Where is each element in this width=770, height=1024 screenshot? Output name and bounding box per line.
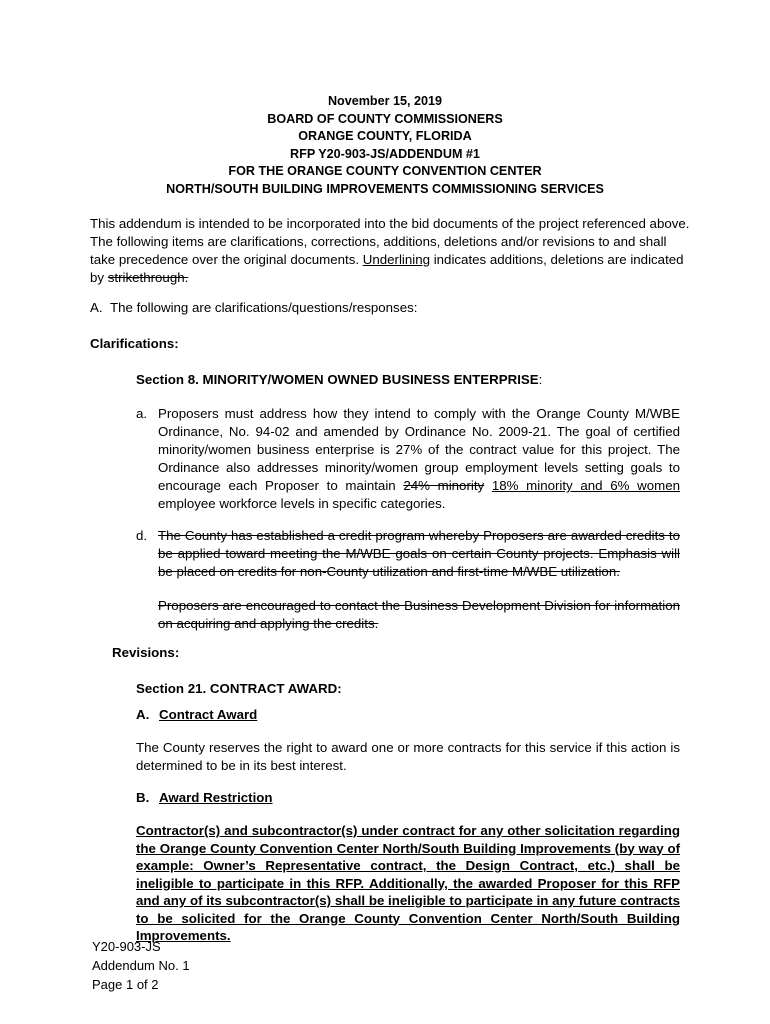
contract-award-heading — [136, 707, 257, 722]
award-restriction-text: Contractor(s) and subcontractor(s) under contract for any other solicitation regarding the Orange County Convention Center North/South Building Improvements (by way of example: Owner’s Representative contract, the Design Contract, etc.) shall be ineligible to participate in this RFP. Additionally, the awarded Proposer for this RFP and any of its subcontractor(s) shall be ineligible to participate in any future contracts to be solicited for the Orange County Convention Center North/South Building Improvements. — [136, 823, 680, 943]
intro-strikethrough-sample: strikethrough. — [107, 270, 189, 285]
list-item-a-text-1: Proposers must address how they intend to comply with the Orange County M/WBE Ordinance, No. 94-02 and amended by Ordinance No. 2009-21. The goal of certified minority/women business enterprise is 27% of the contract value for this project. The Ordinance also addresses minority/women group employment levels setting goals to encourage each Proposer to maintain — [158, 406, 680, 493]
contract-award-marker: A. — [136, 707, 150, 722]
header-board: BOARD OF COUNTY COMMISSIONERS — [267, 111, 503, 126]
item-a-text: The following are clarifications/questions/responses: — [109, 300, 418, 315]
contract-award-title: Contract Award — [159, 707, 258, 722]
intro-text-2: indicates additions, deletions are indicated by — [90, 252, 684, 285]
award-restriction-heading — [136, 790, 273, 805]
section-21-heading: Section 21. CONTRACT AWARD: — [136, 681, 342, 696]
list-item-a-space — [484, 478, 492, 493]
footer-ref: Y20-903-JS — [92, 939, 161, 954]
clarifications-heading: Clarifications: — [90, 336, 179, 351]
deleted-paragraph: Proposers are encouraged to contact the Business Development Division for information on acquiring and applying the credits. — [158, 598, 680, 631]
list-item-a — [136, 405, 680, 513]
footer-page-number: Page 1 of 2 — [92, 977, 159, 992]
list-item-d-text: The County has established a credit program whereby Proposers are awarded credits to be applied toward meeting the M/WBE goals on certain County projects. Emphasis will be placed on credits for non-County utilization and first-time M/WBE utilization. — [158, 528, 680, 579]
document-header — [0, 93, 770, 199]
header-county: ORANGE COUNTY, FLORIDA — [298, 129, 472, 144]
contract-award-text: The County reserves the right to award one or more contracts for this service if this action is determined to be in its best interest. — [136, 740, 680, 773]
list-item-a-text-2: employee workforce levels in specific categories. — [158, 496, 446, 511]
award-restriction-marker: B. — [136, 790, 150, 805]
revisions-heading: Revisions: — [112, 645, 180, 660]
deleted-goal-text: 24% minority — [403, 478, 485, 493]
list-item-a-marker: a. — [136, 406, 148, 421]
item-a-marker: A. — [90, 300, 103, 315]
header-project: NORTH/SOUTH BUILDING IMPROVEMENTS COMMISSIONING SERVICES — [166, 181, 604, 196]
footer-addendum: Addendum No. 1 — [92, 958, 190, 973]
intro-underlining-sample: Underlining — [362, 252, 431, 267]
award-restriction-title: Award Restriction — [159, 790, 273, 805]
header-rfp: RFP Y20-903-JS/ADDENDUM #1 — [290, 146, 480, 161]
header-date: November 15, 2019 — [327, 94, 443, 108]
list-item-a-body — [158, 405, 680, 513]
section-8-title: Section 8. MINORITY/WOMEN OWNED BUSINESS ENTERPRISE — [136, 372, 539, 387]
list-item-d-marker: d. — [136, 528, 148, 543]
intro-paragraph — [90, 215, 690, 287]
page-footer — [92, 937, 190, 994]
section-8-colon: : — [538, 372, 543, 387]
section-8-heading — [136, 372, 542, 387]
item-a-line — [90, 300, 690, 315]
intro-text-1: This addendum is intended to be incorporated into the bid documents of the project referenced above. The following items are clarifications, corrections, additions, deletions and/or revisions to and shall take precedence over the original documents. — [90, 216, 690, 267]
header-for-line: FOR THE ORANGE COUNTY CONVENTION CENTER — [228, 164, 542, 179]
added-goal-text: 18% minority and 6% women — [491, 478, 680, 493]
list-item-d-deleted — [136, 527, 680, 581]
